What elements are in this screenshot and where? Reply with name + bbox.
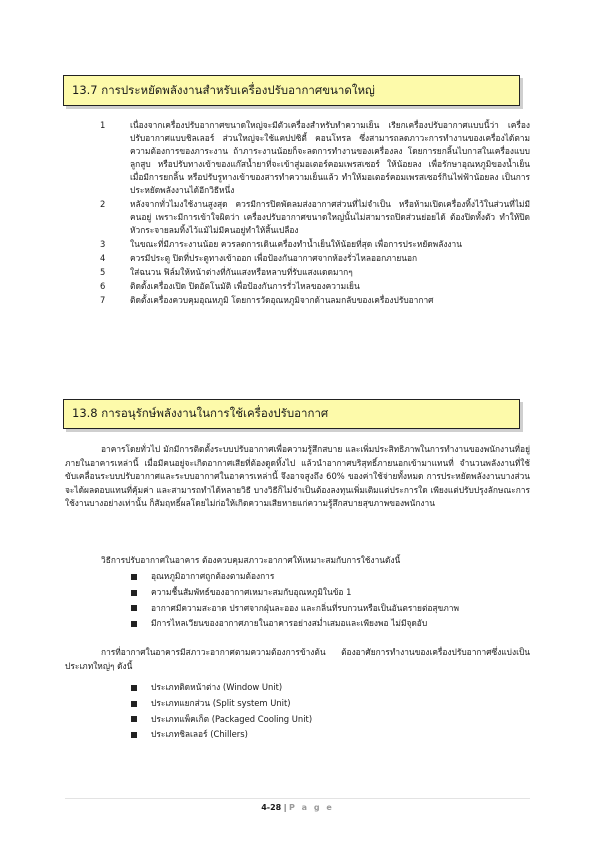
list-item: [100, 198, 530, 237]
item-text: หลังจากทั่วไมงใช้งานสูงสุด ควรมีการปิดพัดลมส่งอากาศส่วนที่ไม่จำเป็น หรือห้ามเปิดเครื่องทิ้งไว้ในส่วนที่ไม่มีคนอยู่ เพราะมีการเข้าใจผิดว่า เครื่องปรับอากาศขนาดใหญ่นั้นไม่สามารถปิดส่วนย่อยได้ ต้องปิดทั้งตัว ทำให้ปิดหัวกระจายลมทิ้งไว้แม้ไม่มีคนอยู่ทำให้สิ้นเปลือง: [130, 199, 530, 235]
item-text: ติดตั้งเครื่องควบคุมอุณหภูมิ โดยการวัดอุณหภูมิจากด้านลมกลับของเครื่องปรับอากาศ: [130, 295, 434, 305]
bullet-text: อุณหภูมิอากาศถูกต้องตามต้องการ: [151, 571, 275, 581]
bullet-text: ประเภทแพ็คเก็ต (Packaged Cooling Unit): [151, 713, 313, 724]
item-number: 3: [100, 239, 106, 249]
body-paragraph: การที่อากาศในอาคารมีสภาวะอากาศตามความต้องการข้างต้น ต้องอาศัยการทำงานของเครื่องปรับอากาศซึ่งแบ่งเป็นประเภทใหญ่ๆ ดังนี้: [65, 647, 530, 671]
list-item: [131, 602, 530, 616]
item-text: ติดตั้งเครื่องเปิด ปิดอัตโนมัติ เพื่อป้องกันการรั่วไหลของความเย็น: [130, 281, 360, 291]
list-item: [131, 586, 530, 600]
list-item: [100, 252, 530, 265]
list-item: [100, 294, 530, 307]
square-bullet-icon: [131, 685, 137, 691]
list-item: [131, 570, 530, 584]
section-heading-text: 13.8 การอนุรักษ์พลังงานในการใช้เครื่องปรับอากาศ: [72, 406, 329, 420]
bullet-text: ประเภทติดหน้าต่าง (Window Unit): [151, 682, 283, 692]
item-text: เนื่องจากเครื่องปรับอากาศขนาดใหญ่จะมีตัวเครื่องสำหรับทำความเย็น เรียกเครื่องปรับอากาศแบบนี้ว่า เครื่องปรับอากาศแบบชิลเลอร์ ส่วนใหญ่จะใช้แคปปซิตี้ คอนโทรล ซึ่งสามารถลดภาวะการทำงานของเครื่องได้ตามความต้องการของภาระงาน ถ้าภาระงานน้อยก็จะลดการทำงานของเครื่องลง โดยการยกลิ้นไบกาสในเครื่องแบบลูกสูบ หรือปรับทางเข้าของแก๊สน้ำยาที่จะเข้าสู่มอเตอร์คอมเพรสเซอร์ ให้น้อยลง เพื่อรักษาอุณหภูมิของน้ำเย็น เมื่อมีการยกลิ้น หรือปรับรูทางเข้าของสารทำความเย็นแล้ว ทำให้มอเตอร์คอมเพรสเซอร์กินไฟฟ้าน้อยลง เป็นการประหยัดพลังงานได้อีกวิธีหนึ่ง: [130, 120, 530, 195]
item-text: ใส่ฉนวน ฟิล์มให้หน้าต่างที่กันแสงหรือหลาบที่รับแสงแดดมากๆ: [130, 267, 353, 277]
list-item: [131, 728, 530, 742]
bullet-text: ประเภทแยกส่วน (Split system Unit): [151, 697, 291, 708]
square-bullet-icon: [131, 716, 137, 722]
item-number: 7: [100, 295, 106, 305]
square-bullet-icon: [131, 590, 137, 596]
page-label: P a g e: [289, 803, 334, 812]
bullet-list: [131, 570, 530, 633]
bullet-text: ความชื้นสัมพัทธ์ของอากาศเหมาะสมกับอุณหภูมิในข้อ 1: [151, 586, 352, 597]
item-number: 6: [100, 281, 106, 291]
bullet-text: อากาศมีความสะอาด ปราศจากฝุ่นละออง และกลิ่นที่รบกวนหรือเป็นอันตรายต่อสุขภาพ: [151, 602, 459, 613]
list-item: [131, 617, 530, 631]
list-item: [100, 238, 530, 251]
list-item: [100, 266, 530, 279]
bullet-text: มีการไหลเวียนของอากาศภายในอาคารอย่างสม่ำเสมอและเพียงพอ ไม่มีจุดอับ: [151, 618, 428, 629]
body-paragraph: อาคารโดยทั่วไป มักมีการติดตั้งระบบปรับอากาศเพื่อความรู้สึกสบาย และเพิ่มประสิทธิภาพในการทำงานของพนักงานที่อยู่ภายในอาคารเหล่านี้ เมื่อมีคนอยู่จะเกิดอากาศเสียที่ต้องดูดทิ้งไป แล้วนำอากาศบริสุทธิ์ภายนอกเข้ามาแทนที่ จำนวนพลังงานที่ใช้ขับเคลื่อนระบบปรับอากาศและระบบอากาศในอาคารเหล่านี้ จึงอาจสูงถึง 60% ของค่าใช้จ่ายทั้งหมด การประหยัดพลังงานบางส่วนจะได้ผลตอบแทนที่คุ้มค่า และสามารถทำได้หลายวิธี บางวิธีก็ไม่จำเป็นต้องลงทุนเพิ่มเติมแต่ประการใด เพียงแต่ปรับปรุงลักษณะการใช้งานบางอย่างเท่านั้น ก็สัมฤทธิ์ผลโดยไม่ก่อให้เกิดความเสียหายแก่ความรู้สึกสบายสุขภาพของพนักงาน: [65, 444, 530, 509]
item-text: ในขณะที่มีภาระงานน้อย ควรลดการเดินเครื่องทำน้ำเย็นให้น้อยที่สุด เพื่อการประหยัดพลังงาน: [130, 239, 462, 249]
section-heading-text: 13.7 การประหยัดพลังงานสำหรับเครื่องปรับอากาศขนาดใหญ่: [72, 82, 375, 97]
list-item: [131, 681, 530, 695]
bullet-list: [131, 681, 530, 744]
bullet-text: ประเภทชิลเลอร์ (Chillers): [151, 729, 248, 740]
section-heading-13-7: [63, 75, 520, 106]
numbered-list: [100, 119, 530, 308]
item-number: 2: [100, 199, 106, 209]
square-bullet-icon: [131, 574, 137, 580]
page-number: 4-28: [261, 803, 282, 812]
list-item: [100, 280, 530, 293]
footer-divider: [65, 798, 530, 799]
item-number: 1: [100, 120, 106, 130]
section-heading-13-8: [63, 399, 520, 429]
page-footer: [0, 803, 595, 812]
list-item: [100, 119, 530, 197]
square-bullet-icon: [131, 701, 137, 707]
item-text: ควรมีประตู ปิดที่ประตูทางเข้าออก เพื่อป้องกันอากาศจากห้องรั่วไหลออกภายนอก: [130, 253, 418, 263]
footer-separator: |: [283, 803, 287, 812]
body-paragraph: วิธีการปรับอากาศในอาคาร ต้องควบคุมสภาวะอากาศให้เหมาะสมกับการใช้งานดังนี้: [101, 555, 401, 565]
square-bullet-icon: [131, 605, 137, 611]
square-bullet-icon: [131, 621, 137, 627]
item-number: 5: [100, 267, 106, 277]
list-item: [131, 713, 530, 727]
item-number: 4: [100, 253, 106, 263]
list-item: [131, 697, 530, 711]
square-bullet-icon: [131, 732, 137, 738]
